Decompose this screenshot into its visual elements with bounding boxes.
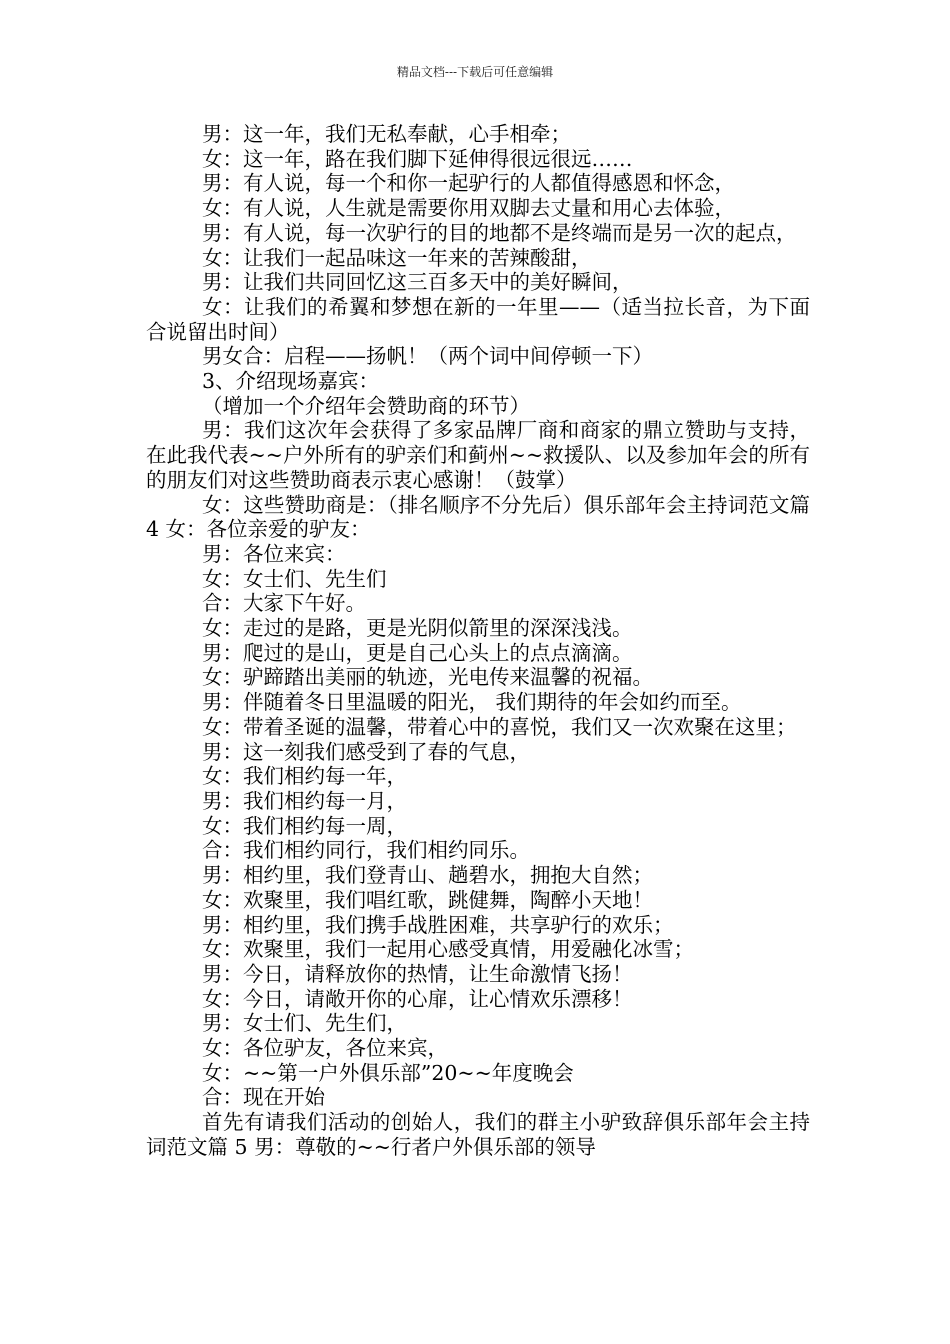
page-header: 精品文档---下载后可任意编辑 — [396, 65, 554, 79]
paragraph: 男：有人说，每一个和你一起驴行的人都值得感恩和怀念， — [202, 171, 735, 196]
paragraph: 女：这些赞助商是：（排名顺序不分先后）俱乐部年会主持词范文篇 4 女：各位亲爱的驴友： — [146, 492, 810, 542]
paragraph: （增加一个介绍年会赞助商的环节） — [202, 393, 530, 418]
paragraph: 男：有人说，每一次驴行的目的地都不是终端而是另一次的起点， — [202, 220, 797, 245]
paragraph: 男：相约里，我们登青山、趟碧水，拥抱大自然； — [202, 863, 653, 888]
paragraph: 男：相约里，我们携手战胜困难，共享驴行的欢乐； — [202, 912, 674, 937]
paragraph: 女：驴蹄踏出美丽的轨迹，光电传来温馨的祝福。 — [202, 665, 653, 690]
paragraph: 女：让我们一起品味这一年来的苦辣酸甜， — [202, 245, 592, 270]
paragraph: 女：我们相约每一周， — [202, 813, 407, 838]
document-body — [146, 122, 810, 1160]
paragraph: 女：带着圣诞的温馨，带着心中的喜悦，我们又一次欢聚在这里； — [202, 714, 797, 739]
paragraph: 男：今日，请释放你的热情，让生命激情飞扬！ — [202, 961, 633, 986]
paragraph: 女：欢聚里，我们一起用心感受真情，用爱融化冰雪； — [202, 937, 694, 962]
paragraph: 男：女士们、先生们， — [202, 1011, 407, 1036]
paragraph: 女：让我们的希翼和梦想在新的一年里——（适当拉长音，为下面合说留出时间） — [146, 294, 810, 344]
paragraph: 首先有请我们活动的创始人，我们的群主小驴致辞俱乐部年会主持词范文篇 5 男：尊敬的~~行者户外俱乐部的领导 — [146, 1110, 810, 1159]
paragraph: 男女合：启程——扬帆！（两个词中间停顿一下） — [202, 344, 653, 369]
paragraph: 女：欢聚里，我们唱红歌，跳健舞，陶醉小天地！ — [202, 887, 653, 912]
paragraph: 男：让我们共同回忆这三百多天中的美好瞬间， — [202, 270, 633, 295]
paragraph: 合：现在开始 — [202, 1085, 325, 1110]
paragraph: 女：各位驴友，各位来宾， — [202, 1036, 448, 1061]
paragraph: 女：走过的是路，更是光阴似箭里的深深浅浅。 — [202, 616, 633, 641]
paragraph: 男：我们这次年会获得了多家品牌厂商和商家的鼎立赞助与支持，在此我代表~~户外所有的驴亲们和蓟州~~救援队、以及参加年会的所有的朋友们对这些赞助商表示衷心感谢！（鼓掌） — [146, 418, 810, 492]
section-heading: 3、介绍现场嘉宾： — [202, 369, 380, 394]
paragraph: 女：今日，请敞开你的心扉，让心情欢乐漂移！ — [202, 986, 633, 1011]
paragraph: 男：各位来宾： — [202, 541, 346, 566]
paragraph: 女：我们相约每一年， — [202, 764, 407, 789]
paragraph: 合：大家下午好。 — [202, 591, 366, 616]
paragraph: 女：女士们、先生们 — [202, 566, 387, 591]
paragraph: 女：有人说，人生就是需要你用双脚去丈量和用心去体验， — [202, 196, 735, 221]
paragraph: 女：这一年，路在我们脚下延伸得很远很远…… — [202, 146, 633, 171]
paragraph: 合：我们相约同行，我们相约同乐。 — [202, 838, 530, 863]
paragraph: 男：我们相约每一月， — [202, 788, 407, 813]
paragraph: 男：这一年，我们无私奉献，心手相牵； — [202, 122, 571, 146]
paragraph: 女：~~第一户外俱乐部”20~~年度晚会 — [202, 1060, 574, 1085]
paragraph: 男：伴随着冬日里温暖的阳光， 我们期待的年会如约而至。 — [202, 690, 742, 715]
paragraph: 男：爬过的是山，更是自己心头上的点点滴滴。 — [202, 640, 633, 665]
paragraph: 男：这一刻我们感受到了春的气息， — [202, 739, 530, 764]
